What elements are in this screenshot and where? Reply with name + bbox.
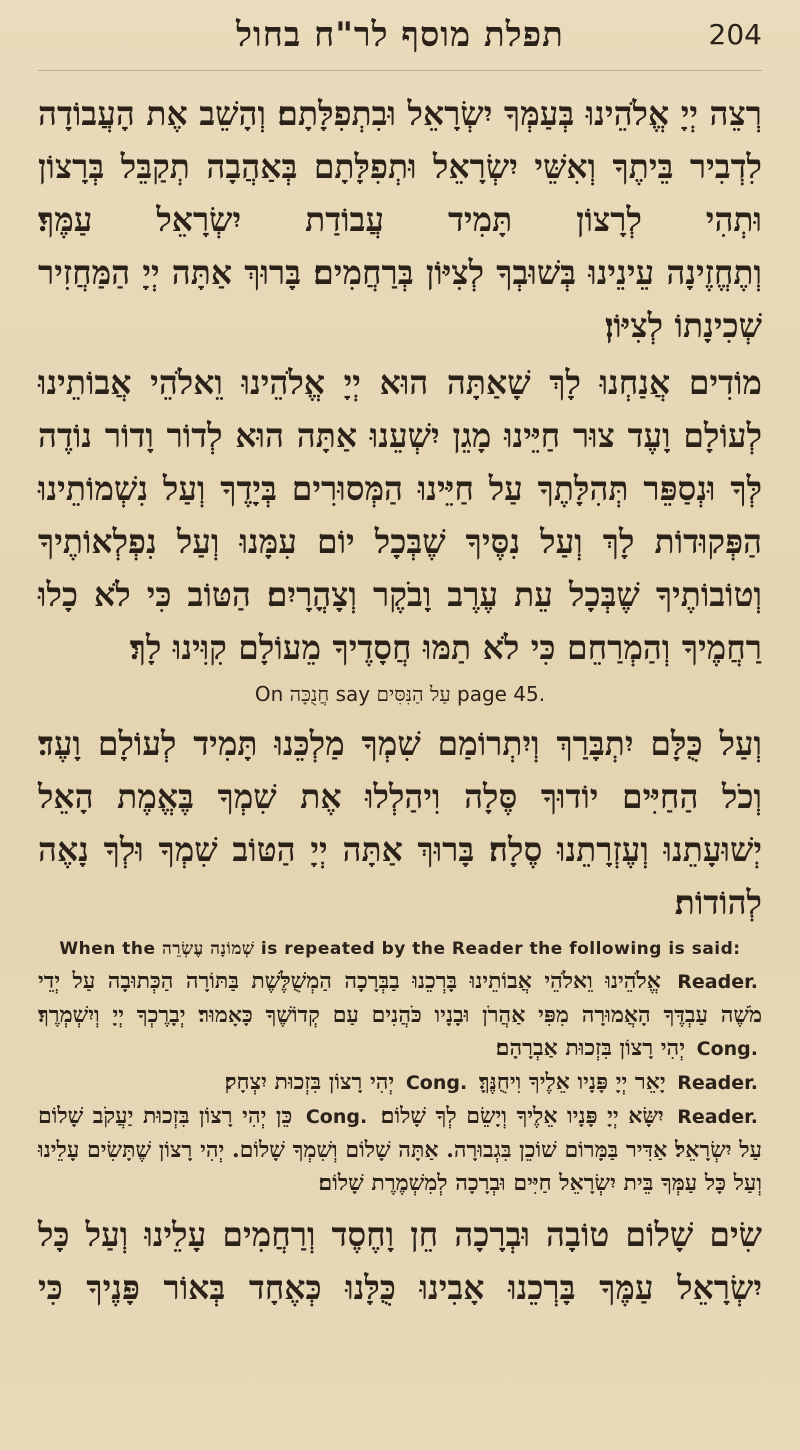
reader-label: Reader. xyxy=(677,1072,758,1094)
reader-label: Reader. xyxy=(677,1106,758,1128)
cong-label: Cong. xyxy=(405,1072,468,1094)
cong-text: כֵּן יְהִי רָצוֹן בִּזְכוּת יַעֲקֹב שָׁלוֹם עַל יִשְׂרָאֵל׃ אַדִּיר בַּמָּרוֹם שׁוֹכֵן בִּגְבוּרָה. אַתָּה שָׁלוֹם וְשִׁמְךָ שָׁלוֹם. יְהִי רָצוֹן שֶׁתָּשִׂים עָלֵינוּ וְעַל כָּל עַמְּךָ בֵּית יִשְׂרָאֵל חַיִּים וּבְרָכָה לְמִשְׁמֶרֶת שָׁלוֹם׃ xyxy=(38,1103,762,1196)
veal-kulam-section xyxy=(38,717,762,929)
cong-text: יְהִי רָצוֹן בִּזְכוּת יִצְחָק׃ xyxy=(224,1069,395,1095)
modim-paragraph: מוֹדִים אֲנַחְנוּ לָךְ שָׁאַתָּה הוּא יְיָ אֱלֹהֵינוּ וֵאלֹהֵי אֲבוֹתֵינוּ לְעוֹלָם וָעֶד צוּר חַיֵּינוּ מָגֵן יִשְׁעֵנוּ אַתָּה הוּא לְדוֹר וָדוֹר נוֹדֶה לְּךָ וּנְסַפֵּר תְּהִלָּתֶךָ עַל חַיֵּינוּ הַמְּסוּרִים בְּיָדֶךָ וְעַל נִשְׁמוֹתֵינוּ הַפְּקוּדוֹת לָךְ וְעַל נִסֶּיךָ שֶׁבְּכָל יוֹם עִמָּנוּ וְעַל נִפְלְאוֹתֶיךָ וְטוֹבוֹתֶיךָ שֶׁבְּכָל עֵת עֶרֶב וָבֹקֶר וְצָהֳרָיִם׃ הַטּוֹב כִּי לֹא כָלוּ רַחֲמֶיךָ וְהַמְרַחֵם כִּי לֹא תַמּוּ חֲסָדֶיךָ מֵעוֹלָם קִוִּינוּ לָךְ׃ xyxy=(38,363,762,667)
reader-text: יִשָּׂא יְיָ פָּנָיו אֵלֶיךָ וְיָשֵׂם לְךָ שָׁלוֹם׃ xyxy=(380,1103,664,1129)
cong-label: Cong. xyxy=(696,1038,758,1060)
chanukah-instruction: On חֲנֻכָּה say עַל הַנִּסִּים page 45. xyxy=(254,682,546,706)
page-number: 204 xyxy=(708,18,762,51)
cong-label: Cong. xyxy=(305,1106,368,1128)
veal-kulam-paragraph: וְעַל כֻּלָּם יִתְבָּרַךְ וְיִתְרוֹמַם שִׁמְךָ מַלְכֵּנוּ תָּמִיד לְעוֹלָם וָעֶד׃ וְכֹל הַחַיִּים יוֹדוּךָ סֶּלָה וִיהַלְלוּ אֶת שִׁמְךָ בֶּאֱמֶת הָאֵל יְשׁוּעָתֵנוּ וְעֶזְרָתֵנוּ סֶלָה׃ בָּרוּךְ אַתָּה יְיָ הַטּוֹב שִׁמְךָ וּלְךָ נָאֶה לְהוֹדוֹת׃ xyxy=(38,724,762,922)
reader-label: Reader. xyxy=(677,971,758,993)
chanukah-word: חֲנֻכָּה xyxy=(289,682,330,706)
reader-text: יָאֵר יְיָ פָּנָיו אֵלֶיךָ וִיחֻנֶּךָּ׃ xyxy=(478,1069,666,1095)
retzeh-section xyxy=(38,87,762,352)
cong-text: יְהִי רָצוֹן בִּזְכוּת אַבְרָהָם׃ xyxy=(495,1035,685,1061)
reader-repetition-instruction: When the שְׁמוֹנָה עֶשְׂרֵה is repeated by the Reader the following is said: xyxy=(59,939,741,959)
al-hanisim-word: עַל הַנִּסִּים xyxy=(376,682,451,706)
sim-shalom-paragraph: שִׂים שָׁלוֹם טוֹבָה וּבְרָכָה חֵן וָחֶסֶד וְרַחֲמִים עָלֵינוּ וְעַל כָּל יִשְׂרָאֵל עַמֶּךָ בָּרְכֵנוּ אָבִינוּ כֻּלָּנוּ כְּאֶחָד בְּאוֹר פָּנֶיךָ כִּי xyxy=(38,1215,762,1307)
shemoneh-esreh-word: שְׁמוֹנָה עֶשְׂרֵה xyxy=(161,939,255,959)
reader-text: אֱלֹהֵינוּ וֵאלֹהֵי אֲבוֹתֵינוּ בָּרְכֵנוּ בַבְּרָכָה הַמְשֻׁלֶּשֶׁת בַּתּוֹרָה הַכְּתוּבָה עַל יְדֵי מֹשֶׁה עַבְדֶּךָ הָאֲמוּרָה מִפִּי אַהֲרֹן וּבָנָיו כֹּהֲנִים עַם קְדוֹשֶׁךָ כָּאָמוּר׃ יְבָרֶכְךָ יְיָ וְיִשְׁמְרֶךָ׃ xyxy=(38,968,762,1028)
sim-shalom-section xyxy=(38,1208,762,1314)
birkat-kohanim-section xyxy=(38,965,762,1200)
modim-section xyxy=(38,356,762,674)
page-header xyxy=(38,0,762,71)
vetechezena-paragraph: וְתֶחֱזֶינָה עֵינֵינוּ בְּשׁוּבְךָ לְצִיּוֹן בְּרַחֲמִים׃ בָּרוּךְ אַתָּה יְיָ הַמַּחֲזִיר שְׁכִינָתוֹ לְצִיּוֹן׃ xyxy=(38,253,762,345)
page-title: תפלת מוסף לר"ח בחול xyxy=(236,15,564,55)
retzeh-paragraph: רְצֵה יְיָ אֱלֹהֵינוּ בְּעַמְּךָ יִשְׂרָאֵל וּבִתְפִלָּתָם׃ וְהָשֵׁב אֶת הָעֲבוֹדָה לִדְבִיר בֵּיתֶךָ וְאִשֵּׁי יִשְׂרָאֵל וּתְפִלָּתָם בְּאַהֲבָה תְקַבֵּל בְּרָצוֹן וּתְהִי לְרָצוֹן תָּמִיד עֲבוֹדַת יִשְׂרָאֵל עַמֶּךָ׃ xyxy=(38,94,762,239)
